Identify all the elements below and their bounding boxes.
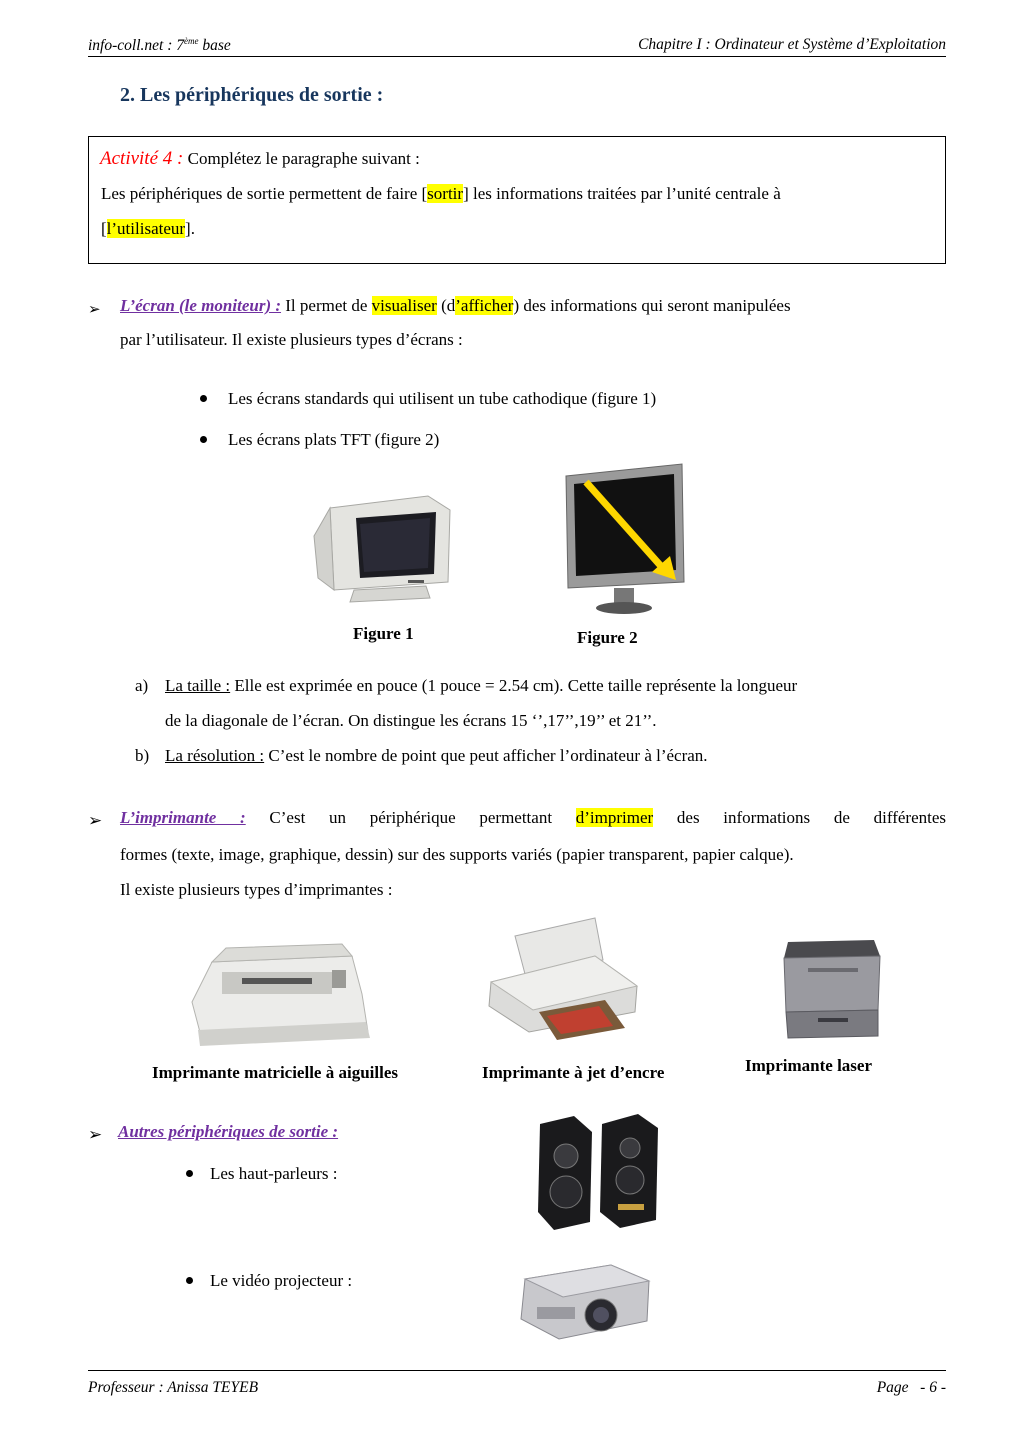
- arrow-bullet-icon: ➢: [88, 1125, 103, 1144]
- item-b-marker: b): [135, 746, 150, 765]
- item-b-line: La résolution : C’est le nombre de point que peut afficher l’ordinateur à l’écran.: [165, 746, 708, 765]
- activity-line-2: [l’utilisateur].: [101, 219, 195, 238]
- activity-instruction: Complétez le paragraphe suivant :: [183, 149, 420, 168]
- section-title: 2. Les périphériques de sortie :: [120, 84, 384, 106]
- page-header: [88, 34, 946, 57]
- video-projector-image: [515, 1255, 655, 1345]
- page-footer: [88, 1370, 946, 1401]
- bullet-dot-icon: [200, 436, 207, 443]
- bullet-dot-icon: [186, 1170, 193, 1177]
- header-right: Chapitre I : Ordinateur et Système d’Exploitation: [638, 36, 946, 53]
- activity-label: Activité 4 :: [100, 148, 184, 169]
- answer-sortir: sortir: [427, 184, 464, 203]
- imprimante-line-2: formes (texte, image, graphique, dessin) sur des supports variés (papier transparent, papier calque).: [120, 845, 794, 864]
- item-a-label: La taille :: [165, 676, 231, 695]
- autres-heading: Autres périphériques de sortie :: [118, 1122, 339, 1141]
- item-a-marker: a): [135, 676, 149, 695]
- ecran-line-2: par l’utilisateur. Il existe plusieurs types d’écrans :: [120, 330, 463, 349]
- footer-page-number: Page - 6 -: [876, 1379, 946, 1396]
- item-a-line-2: de la diagonale de l’écran. On distingue les écrans 15 ‘’,17’’,19’’ et 21’’.: [165, 711, 657, 730]
- activity-line-1: Les périphériques de sortie permettent de faire [sortir] les informations traitées par l’unité centrale à: [101, 184, 781, 203]
- ecran-type-1: Les écrans standards qui utilisent un tube cathodique (figure 1): [228, 389, 657, 408]
- tft-monitor-image: [560, 462, 688, 618]
- crt-monitor-image: [310, 490, 460, 610]
- activity-instruction-line: [100, 148, 420, 170]
- highlight-visualiser: visualiser: [371, 296, 437, 315]
- highlight-afficher: ’afficher: [455, 296, 514, 315]
- printer-caption-inkjet: Imprimante à jet d’encre: [482, 1063, 665, 1082]
- laser-printer-image: [778, 932, 888, 1042]
- dot-matrix-printer-image: [182, 942, 374, 1052]
- answer-utilisateur: l’utilisateur: [106, 219, 186, 238]
- item-b-label: La résolution :: [165, 746, 265, 765]
- footer-left: Professeur : Anissa TEYEB: [88, 1379, 259, 1396]
- ecran-line-1: L’écran (le moniteur) : Il permet de visualiser (d’afficher) des informations qui seront manipulées: [120, 296, 791, 315]
- speakers-image: [534, 1110, 664, 1232]
- ecran-type-2: Les écrans plats TFT (figure 2): [228, 430, 440, 449]
- printer-caption-laser: Imprimante laser: [745, 1056, 873, 1075]
- arrow-bullet-icon: ➢: [88, 302, 101, 318]
- figure-1-caption: Figure 1: [353, 624, 414, 643]
- printer-caption-dot-matrix: Imprimante matricielle à aiguilles: [152, 1063, 398, 1082]
- item-a-line-1: La taille : Elle est exprimée en pouce (1 pouce = 2.54 cm). Cette taille représente la longueur: [165, 676, 798, 695]
- imprimante-heading: L’imprimante :: [120, 808, 246, 827]
- autres-item-speakers: Les haut-parleurs :: [210, 1164, 338, 1183]
- arrow-bullet-icon: ➢: [88, 811, 103, 830]
- inkjet-printer-image: [485, 916, 645, 1040]
- bullet-dot-icon: [186, 1277, 193, 1284]
- header-left: info-coll.net : 7ème base: [88, 36, 231, 55]
- figure-2-caption: Figure 2: [577, 628, 638, 647]
- imprimante-line-1: L’imprimante : C’est un périphérique permettant d’imprimer des informations de différentes: [120, 808, 946, 827]
- highlight-imprimer: d’imprimer: [575, 808, 654, 827]
- autres-item-projector: Le vidéo projecteur :: [210, 1271, 353, 1290]
- bullet-dot-icon: [200, 395, 207, 402]
- imprimante-line-3: Il existe plusieurs types d’imprimantes :: [120, 880, 393, 899]
- ecran-heading: L’écran (le moniteur) :: [120, 296, 282, 315]
